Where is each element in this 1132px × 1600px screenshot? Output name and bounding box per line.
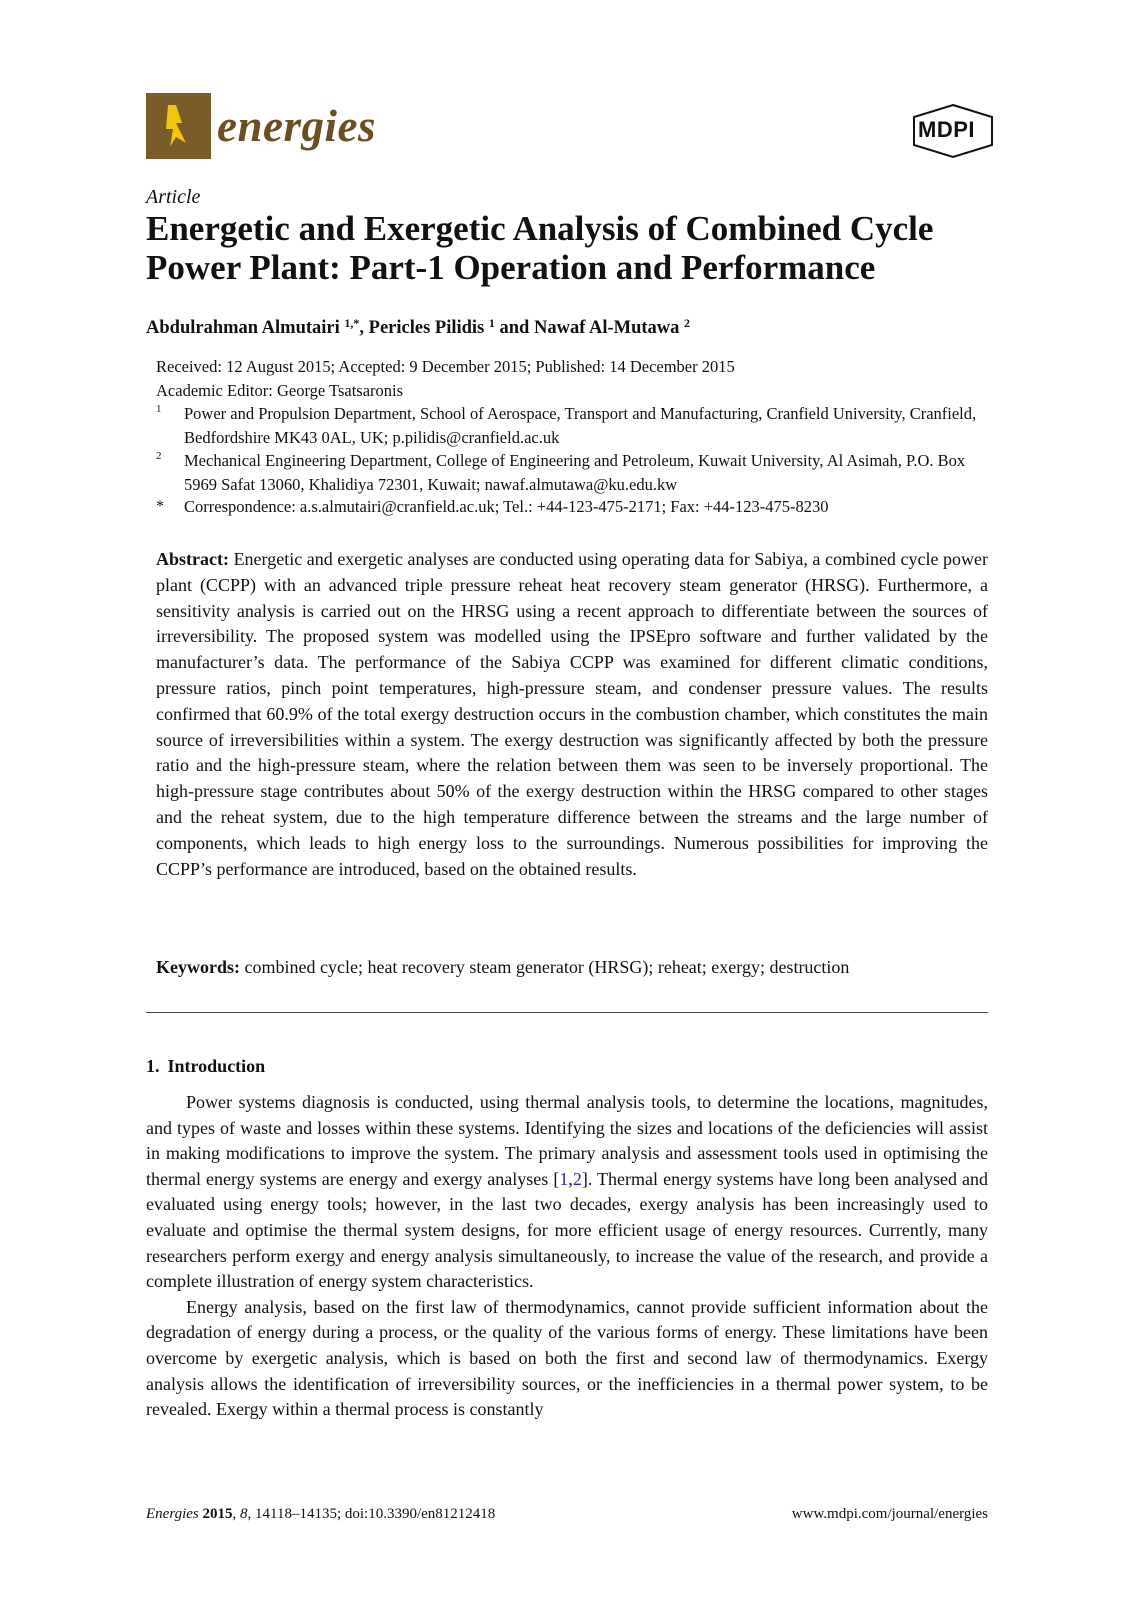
section-number: 1. bbox=[146, 1056, 160, 1076]
affiliation-2 bbox=[156, 449, 996, 496]
footer-journal: Energies bbox=[146, 1506, 199, 1522]
affiliation-1 bbox=[156, 402, 996, 449]
footer-citation: Energies 2015, 8, 14118–14135; doi:10.3390/en81212418 bbox=[146, 1506, 496, 1522]
citation-link[interactable]: 2 bbox=[572, 1168, 582, 1189]
affiliation-text: Mechanical Engineering Department, College of Engineering and Petroleum, Kuwait University, Al Asimah, P.O. Box 5969 Safat 13060, Khalidiya 72301, Kuwait; nawaf.almutawa@ku.edu.kw bbox=[184, 451, 966, 494]
footer-pages-doi: , 14118–14135; doi:10.3390/en81212418 bbox=[247, 1506, 496, 1522]
author-affil-mark: 1 bbox=[488, 316, 495, 330]
publisher-logo bbox=[910, 103, 996, 159]
body-text bbox=[146, 1090, 988, 1423]
section-heading bbox=[146, 1056, 265, 1077]
author-name: Abdulrahman Almutairi bbox=[146, 318, 340, 338]
abstract bbox=[156, 547, 988, 882]
publication-dates bbox=[156, 355, 735, 403]
keywords bbox=[156, 957, 988, 978]
correspondence bbox=[156, 495, 996, 519]
journal-name: energies bbox=[217, 101, 376, 151]
author-affil-mark: 1,* bbox=[344, 316, 360, 330]
dates-line: Received: 12 August 2015; Accepted: 9 December 2015; Published: 14 December 2015 bbox=[156, 357, 735, 376]
journal-logo bbox=[146, 93, 376, 159]
publisher-name: MDPI bbox=[918, 117, 975, 142]
affiliation-mark: 1 bbox=[156, 403, 162, 415]
keywords-label: Keywords: bbox=[156, 957, 240, 977]
affiliation-text: Power and Propulsion Department, School of Aerospace, Transport and Manufacturing, Cranfield University, Cranfield, Bedfordshire MK43 0AL, UK; p.pilidis@cranfield.ac.uk bbox=[184, 404, 977, 447]
keywords-text: combined cycle; heat recovery steam generator (HRSG); reheat; exergy; destruction bbox=[244, 957, 850, 977]
author-list: Abdulrahman Almutairi $^{1,*}$, Pericles Pilidis $^1$ and Nawaf Al-Mutawa $^2$ bbox=[146, 316, 691, 338]
abstract-label: Abstract: bbox=[156, 549, 229, 569]
affiliation-mark: 2 bbox=[156, 450, 162, 462]
citation-link[interactable]: 1 bbox=[559, 1168, 569, 1189]
author-name: Pericles Pilidis bbox=[368, 318, 485, 338]
editor-line: Academic Editor: George Tsatsaronis bbox=[156, 381, 404, 400]
footer-url[interactable]: www.mdpi.com/journal/energies bbox=[791, 1506, 988, 1522]
lightning-bolt-icon bbox=[146, 93, 211, 159]
article-type: Article bbox=[146, 186, 201, 208]
author-affil-mark: 2 bbox=[684, 316, 691, 330]
author-name: Nawaf Al-Mutawa bbox=[533, 318, 680, 338]
section-divider bbox=[146, 1012, 988, 1013]
section-title: Introduction bbox=[167, 1056, 266, 1076]
footer-year: 2015 bbox=[202, 1506, 233, 1522]
correspondence-mark: * bbox=[156, 498, 164, 515]
abstract-text: Energetic and exergetic analyses are conducted using operating data for Sabiya, a combined cycle power plant (CCPP) with an advanced triple pressure reheat heat recovery steam generator (HRSG). Furthermore, a sensitivity analysis is carried out on the HRSG using a recent approach to differentiate between the sources of irreversibility. The proposed system was modelled using the IPSEpro software and further validated by the manufacturer’s data. The performance of the Sabiya CCPP was examined for different climatic conditions, pressure ratios, pinch point temperatures, high-pressure steam, and condenser pressure values. The results confirmed that 60.9% of the total exergy destruction occurs in the combustion chamber, which constitutes the main source of irreversibilities within a system. The exergy destruction was significantly affected by both the pressure ratio and the high-pressure steam, where the relation between them was seen to be inversely proportional. The high-pressure stage contributes about 50% of the exergy destruction within the HRSG compared to other stages and the reheat system, due to the high temperature difference between the streams and the large number of components, which leads to high energy loss to the surroundings. Numerous possibilities for improving the CCPP’s performance are introduced, based on the obtained results. bbox=[156, 549, 989, 879]
correspondence-text: Correspondence: a.s.almutairi@cranfield.ac.uk; Tel.: +44-123-475-2171; Fax: +44-123-475-8230 bbox=[184, 497, 829, 516]
paper-title: Energetic and Exergetic Analysis of Combined Cycle Power Plant: Part-1 Operation and Performance bbox=[146, 209, 934, 287]
paragraph: Power systems diagnosis is conducted, using thermal analysis tools, to determine the locations, magnitudes, and types of waste and losses within these systems. Identifying the sizes and locations of the deficiencies will assist in making modifications to improve the system. The primary analysis and assessment tools used in optimising the thermal energy systems are energy and exergy analyses [1,2]. Thermal energy systems have long been analysed and evaluated using energy tools; however, in the last two decades, exergy analysis has been increasingly used to evaluate and optimise the thermal system designs, for more efficient usage of energy resources. Currently, many researchers perform exergy and energy analysis simultaneously, to increase the value of the research, and provide a complete illustration of energy system characteristics. bbox=[146, 1092, 989, 1292]
paragraph: Energy analysis, based on the first law of thermodynamics, cannot provide sufficient information about the degradation of energy during a process, or the quality of the various forms of energy. These limitations have been overcome by exergetic analysis, which is based on both the first and second law of thermodynamics. Exergy analysis allows the identification of irreversibility sources, or the inefficiencies in a thermal power system, to be revealed. Exergy within a thermal process is constantly bbox=[146, 1296, 988, 1420]
footer-volume: 8 bbox=[240, 1506, 248, 1522]
